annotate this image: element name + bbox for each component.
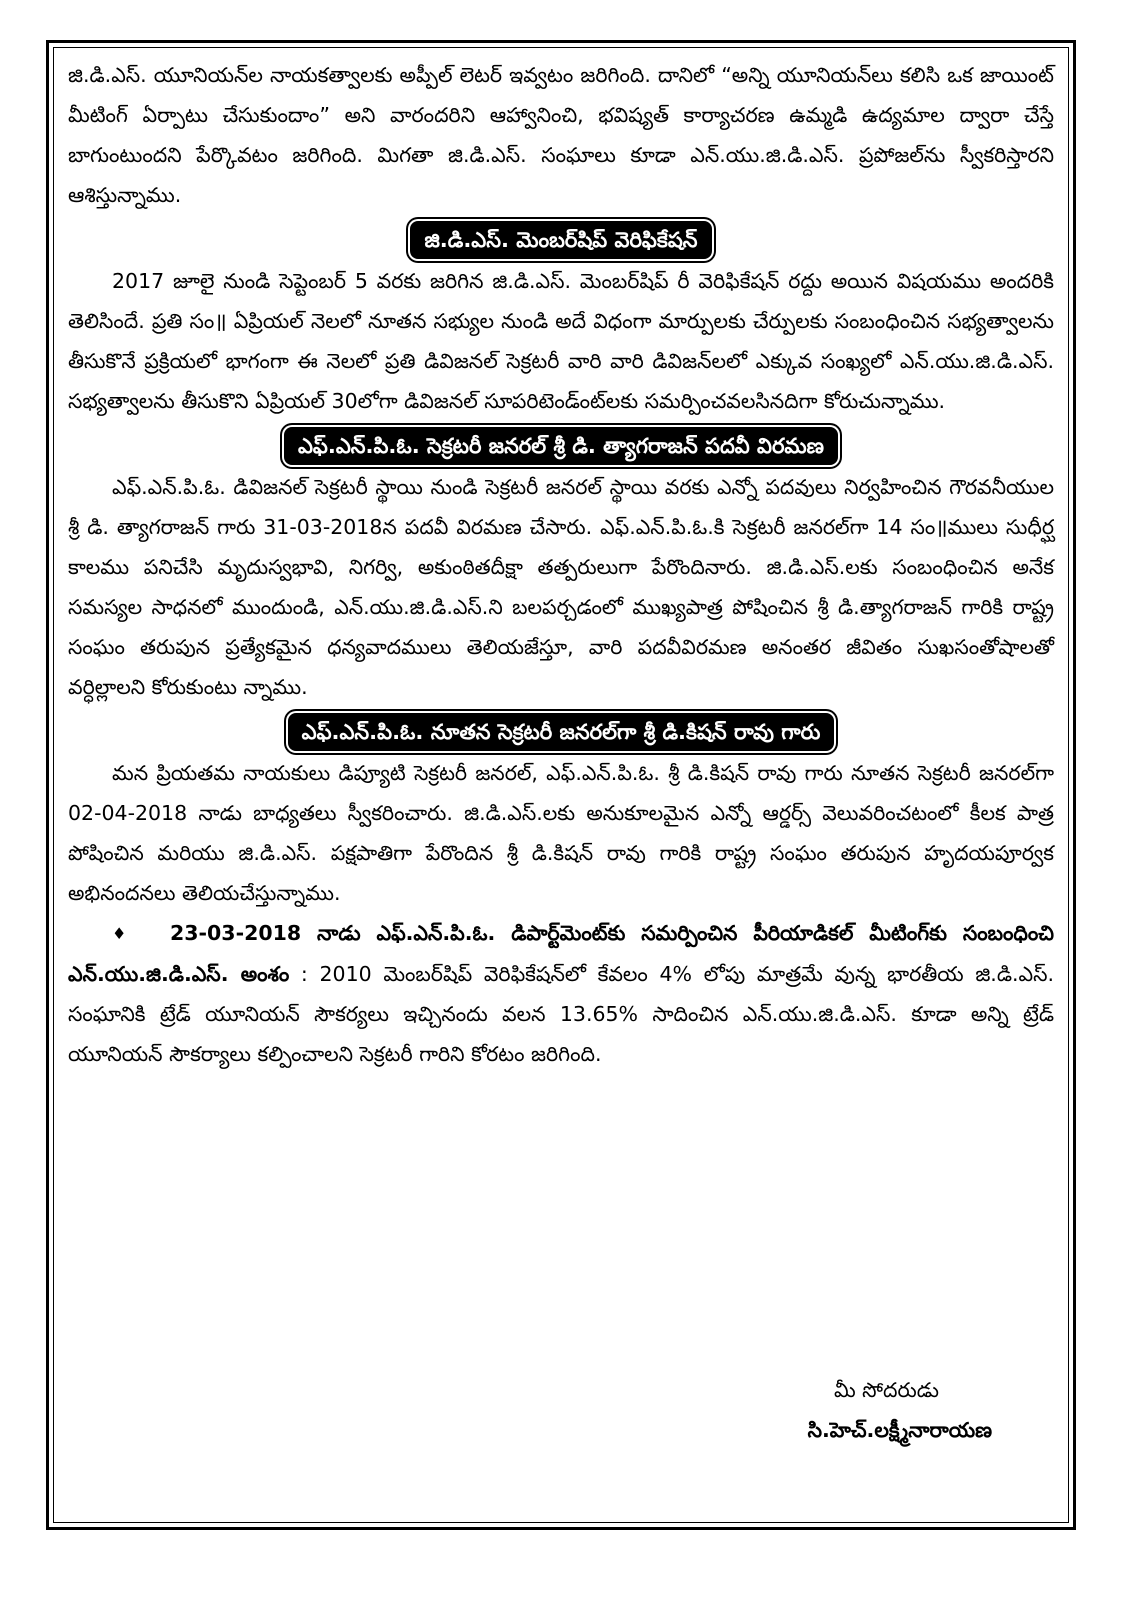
section-heading-membership-verification: జి.డి.ఎస్. మెంబర్‌షిప్ వెరిఫికేషన్	[410, 221, 711, 259]
intro-paragraph: జి.డి.ఎస్. యూనియన్‌ల నాయకత్వాలకు అప్పీల్ లెటర్ ఇవ్వటం జరిగింది. దానిలో “అన్ని యూనియన్‌లు కలిసి ఒక జాయింట్ మీటింగ్ ఏర్పాటు చేసుకుందాం” అని వారందరిని ఆహ్వానించి, భవిష్యత్ కార్యాచరణ ఉమ్మడి ఉద్యమాల ద్వారా చేస్తే బాగుంటుందని పేర్కొవటం జరిగింది. మిగతా జి.డి.ఎస్. సంఘాలు కూడా ఎన్.యు.జి.డి.ఎస్. ప్రపోజల్‌ను స్వీకరిస్తారని ఆశిస్తున్నాము.	[68, 63, 1054, 207]
section-heading-wrap	[68, 709, 1054, 753]
signoff-greeting: మీ సోదరుడు	[833, 1378, 939, 1402]
signoff-name: సి.హెచ్.లక్ష్మీనారాయణ	[807, 1418, 992, 1442]
section-heading-new-secretary-general: ఎఫ్.ఎన్.పి.ఓ. నూతన సెక్రటరీ జనరల్‌గా శ్రీ డి.కిషన్ రావు గారు	[288, 713, 835, 751]
section-heading-wrap	[68, 423, 1054, 467]
bullet-bold-lead: 23-03-2018 నాడు ఎఫ్.ఎన్.పి.ఓ. డిపార్ట్‌మెంట్‌కు సమర్పించిన పీరియాడికల్ మీటింగ్‌కు సంబంధించి ఎన్.యు.జి.డి.ఎస్. అంశం	[68, 921, 1054, 986]
section-body-retirement: ఎఫ్.ఎన్.పి.ఓ. డివిజనల్ సెక్రటరీ స్థాయి నుండి సెక్రటరీ జనరల్ స్థాయి వరకు ఎన్నో పదవులు నిర్వహించిన గౌరవనీయుల శ్రీ డి. త్యాగరాజన్ గారు 31-03-2018న పదవీ విరమణ చేసారు. ఎఫ్.ఎన్.పి.ఓ.కి సెక్రటరీ జనరల్‌గా 14 సం॥ములు సుధీర్ఘ కాలము పనిచేసి మృదుస్వభావి, నిగర్వి, అకుంఠితదీక్షా తత్పరులుగా పేరొందినారు. జి.డి.ఎస్.లకు సంబంధించిన అనేక సమస్యల సాధనలో ముందుండి, ఎన్.యు.జి.డి.ఎస్.ని బలపర్చడంలో ముఖ్యపాత్ర పోషించిన శ్రీ డి.త్యాగరాజన్ గారికి రాష్ట్ర సంఘం తరుపున ప్రత్యేకమైన ధన్యవాదములు తెలియజేస్తూ, వారి పదవీవిరమణ అనంతర జీవితం సుఖసంతోషాలతో వర్ధిల్లాలని కోరుకుంటు న్నాము.	[68, 475, 1054, 699]
section-heading-wrap	[68, 217, 1054, 261]
section-body-membership-verification: 2017 జూలై నుండి సెప్టెంబర్ 5 వరకు జరిగిన జి.డి.ఎస్. మెంబర్‌షిప్ రీ వెరిఫికేషన్ రద్దు అయిన విషయము అందరికి తెలిసిందే. ప్రతి సం॥ ఏప్రియల్ నెలలో నూతన సభ్యుల నుండి అదే విధంగా మార్పులకు చేర్పులకు సంబంధించిన సభ్యత్వాలను తీసుకొనే ప్రక్రియలో భాగంగా ఈ నెలలో ప్రతి డివిజనల్ సెక్రటరీ వారి వారి డివిజన్‌లలో ఎక్కువ సంఖ్యలో ఎన్.యు.జి.డి.ఎస్. సభ్యత్వాలను తీసుకొని ఏప్రియల్ 30లోగా డివిజనల్ సూపరిటెండ్‌ంట్‌లకు సమర్పించవలసినదిగా కోరుచున్నాము.	[68, 269, 1054, 413]
bullet-body-text: : 2010 మెంబర్‌షిప్ వెరిఫికేషన్‌లో కేవలం 4% లోపు మాత్రమే వున్న భారతీయ జి.డి.ఎస్. సంఘానికి ట్రేడ్ యూనియన్ సౌకర్యలు ఇచ్చినందు వలన 13.65% సాదించిన ఎన్.యు.జి.డి.ఎస్. కూడా అన్ని ట్రేడ్ యూనియన్ సౌకర్యాలు కల్పించాలని సెక్రటరీ గారిని కోరటం జరిగింది.	[68, 962, 1054, 1066]
signoff-block	[68, 1370, 1054, 1450]
section-body-new-secretary-general: మన ప్రియతమ నాయకులు డిప్యూటి సెక్రటరీ జనరల్, ఎఫ్.ఎన్.పి.ఓ. శ్రీ డి.కిషన్ రావు గారు నూతన సెక్రటరీ జనరల్‌గా 02-04-2018 నాడు బాధ్యతలు స్వీకరించారు. జి.డి.ఎస్.లకు అనుకూలమైన ఎన్నో ఆర్డర్స్ వెలువరించటంలో కీలక పాత్ర పోషించిన మరియు జి.డి.ఎస్. పక్షపాతిగా పేరొందిన శ్రీ డి.కిషన్ రావు గారికి రాష్ట్ర సంఘం తరుపున హృదయపూర్వక అభినందనలు తెలియచేస్తున్నాము.	[68, 761, 1054, 905]
document-body	[68, 55, 1054, 1074]
diamond-bullet-icon: ♦	[112, 924, 127, 943]
section-heading-retirement: ఎఫ్.ఎన్.పి.ఓ. సెక్రటరీ జనరల్ శ్రీ డి. త్యాగరాజన్ పదవీ విరమణ	[284, 427, 838, 465]
bullet-paragraph	[68, 913, 1054, 1074]
